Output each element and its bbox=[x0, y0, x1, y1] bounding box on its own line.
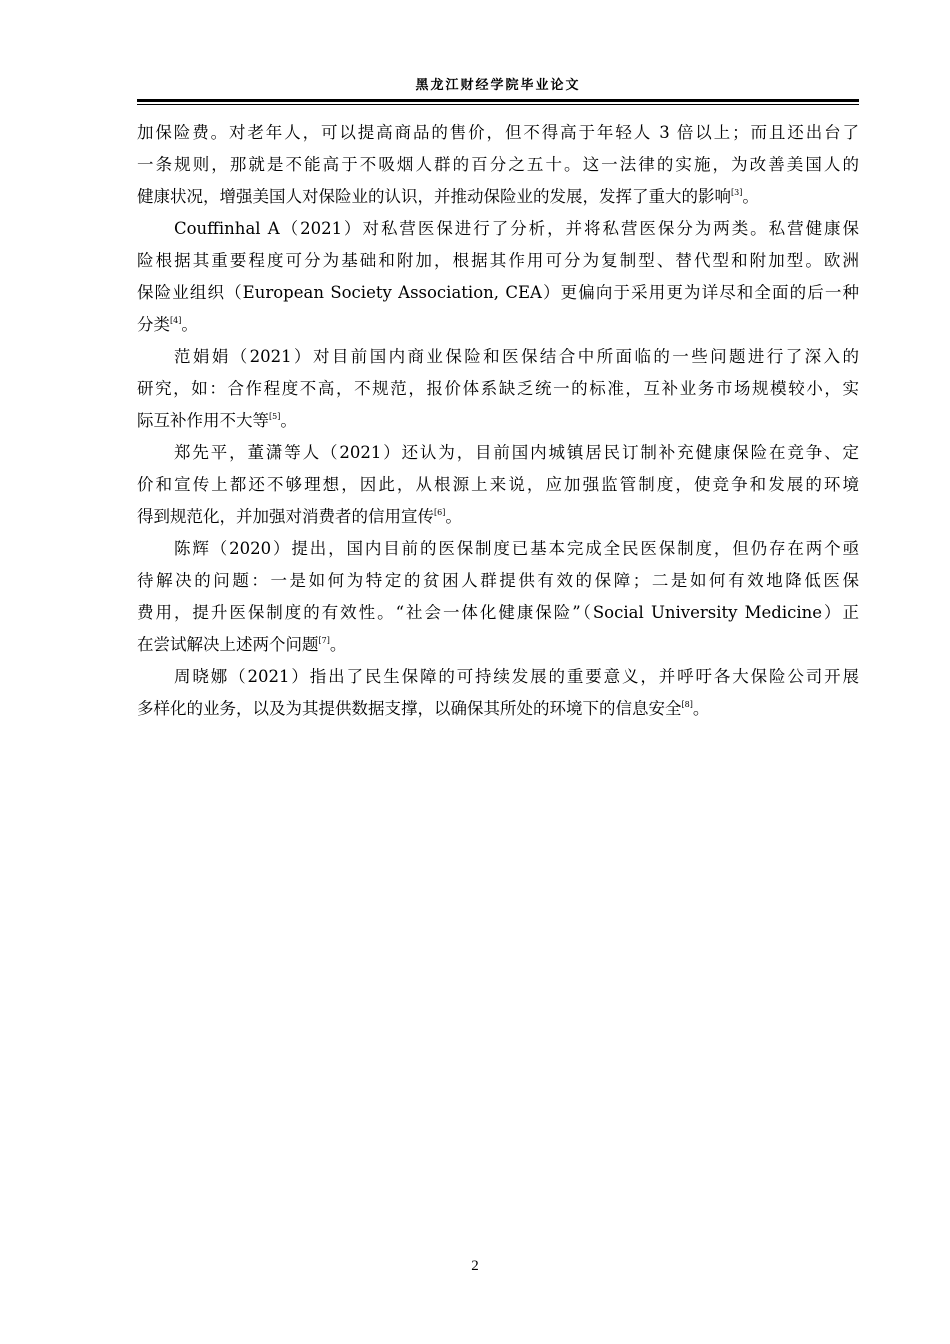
text-line-content: 健康状况，增强美国人对保险业的认识，并推动保险业的发展，发挥了重大的影响 bbox=[137, 187, 731, 206]
body-text bbox=[137, 117, 859, 725]
text-line: 险根据其重要程度可分为基础和附加，根据其作用可分为复制型、替代型和附加型。欧洲 bbox=[137, 251, 859, 270]
citation-ref: [8] bbox=[681, 700, 693, 709]
citation-ref: [6] bbox=[434, 508, 446, 517]
citation-ref: [7] bbox=[318, 636, 330, 645]
text-line: 陈辉（2020）提出，国内目前的医保制度已基本完成全民医保制度，但仍存在两个亟 bbox=[174, 539, 859, 558]
text-line: 价和宣传上都还不够理想，因此，从根源上来说，应加强监管制度，使竞争和发展的环境 bbox=[137, 475, 859, 494]
sentence-end: 。 bbox=[692, 699, 710, 718]
text-line: 费用，提升医保制度的有效性。“社会一体化健康保险”（Social University Medicine）正 bbox=[137, 603, 859, 622]
header-rule-thick bbox=[137, 99, 859, 102]
text-line bbox=[137, 629, 859, 661]
paragraph bbox=[137, 437, 859, 533]
text-line-content: 多样化的业务，以及为其提供数据支撑，以确保其所处的环境下的信息安全 bbox=[137, 699, 682, 718]
page-number: 2 bbox=[471, 1258, 479, 1274]
text-line: 待解决的问题：一是如何为特定的贫困人群提供有效的保障；二是如何有效地降低医保 bbox=[137, 571, 859, 590]
paragraph bbox=[137, 213, 859, 341]
sentence-end: 。 bbox=[280, 411, 297, 430]
text-line-content: 得到规范化，并加强对消费者的信用宣传 bbox=[137, 507, 434, 526]
citation-ref: [3] bbox=[731, 188, 743, 197]
paragraph bbox=[137, 533, 859, 661]
text-line-content: 际互补作用不大等 bbox=[137, 411, 269, 430]
text-line: 周晓娜（2021）指出了民生保障的可持续发展的重要意义，并呼吁各大保险公司开展 bbox=[174, 667, 859, 686]
text-line: 保险业组织（European Society Association, CEA）更偏向于采用更为详尽和全面的后一种 bbox=[137, 283, 859, 302]
running-header: 黑龙江财经学院毕业论文 bbox=[415, 78, 581, 93]
text-line bbox=[137, 501, 859, 533]
text-line bbox=[137, 181, 859, 213]
text-line: 加保险费。对老年人，可以提高商品的售价，但不得高于年轻人 3 倍以上；而且还出台了 bbox=[137, 123, 859, 142]
sentence-end: 。 bbox=[445, 507, 462, 526]
header-rule-thin bbox=[137, 104, 859, 105]
sentence-end: 。 bbox=[742, 187, 759, 206]
paragraph bbox=[137, 117, 859, 213]
text-line: Couffinhal A（2021）对私营医保进行了分析，并将私营医保分为两类。私营健康保 bbox=[174, 219, 859, 238]
text-line-content: 在尝试解决上述两个问题 bbox=[137, 635, 319, 654]
citation-ref: [5] bbox=[269, 412, 281, 421]
citation-ref: [4] bbox=[170, 316, 182, 325]
paragraph bbox=[137, 661, 859, 725]
sentence-end: 。 bbox=[181, 315, 198, 334]
sentence-end: 。 bbox=[329, 635, 347, 654]
text-line bbox=[137, 405, 859, 437]
text-line-content: 分类 bbox=[137, 315, 170, 334]
text-line: 郑先平，董潇等人（2021）还认为，目前国内城镇居民订制补充健康保险在竞争、定 bbox=[174, 443, 859, 462]
text-line bbox=[137, 309, 859, 341]
paragraph bbox=[137, 341, 859, 437]
text-line: 范娟娟（2021）对目前国内商业保险和医保结合中所面临的一些问题进行了深入的 bbox=[174, 347, 859, 366]
text-line: 一条规则，那就是不能高于不吸烟人群的百分之五十。这一法律的实施，为改善美国人的 bbox=[137, 155, 859, 174]
text-line: 研究，如：合作程度不高，不规范，报价体系缺乏统一的标准，互补业务市场规模较小，实 bbox=[137, 379, 859, 398]
text-line bbox=[137, 693, 859, 725]
